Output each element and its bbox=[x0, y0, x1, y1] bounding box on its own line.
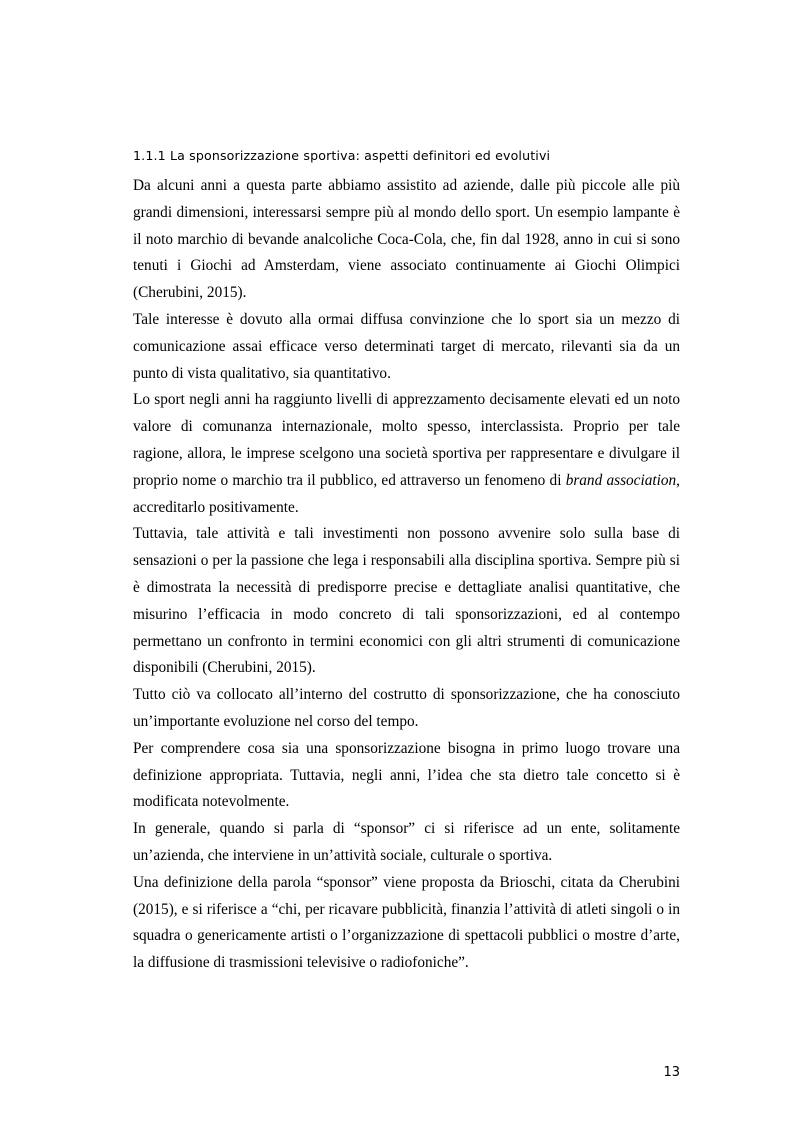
paragraph-text-segment: Lo sport negli anni ha raggiunto livelli di apprezzamento decisamente elevati ed un noto valore di comunanza internazionale, molto spesso, interclassista. Proprio per tale ragione, allora, le imprese scelgono una società sportiva per rappresentare e divulgare il proprio nome o marchio tra il pubblico, ed attraverso un fenomeno di bbox=[133, 391, 680, 489]
paragraph-definition-need: Per comprendere cosa sia una sponsorizzazione bisogna in primo luogo trovare una definizione appropriata. Tuttavia, negli anni, l’idea che sta dietro tale concetto si è modificata notevolmente. bbox=[133, 739, 680, 811]
paragraph-interest: Tale interesse è dovuto alla ormai diffusa convinzione che lo sport sia un mezzo di comunicazione assai efficace verso determinati target di mercato, rilevanti sia da un punto di vista qualitativo, sia quantitativo. bbox=[133, 310, 680, 382]
paragraph-text-segment: , accreditarlo positivamente. bbox=[133, 471, 680, 516]
paragraph-intro: Da alcuni anni a questa parte abbiamo assistito ad aziende, dalle più piccole alle più grandi dimensioni, interessarsi sempre più al mondo dello sport. Un esempio lampante è il noto marchio di bevande analcoliche Coca-Cola, che, fin dal 1928, anno in cui si sono tenuti i Giochi ad Amsterdam, viene associato continuamente ai Giochi Olimpici (Cherubini, 2015). bbox=[133, 177, 680, 302]
paragraph-analysis: Tuttavia, tale attività e tali investimenti non possono avvenire solo sulla base di sensazioni o per la passione che lega i responsabili alla disciplina sportiva. Sempre più si è dimostrata la necessità di predisporre precise e dettagliate analisi quantitative, che misurino l’efficacia in modo concreto di tali sponsorizzazioni, ed al contempo permettano un confronto in termini economici con gli altri strumenti di comunicazione disponibili (Cherubini, 2015). bbox=[133, 525, 680, 677]
section-heading: 1.1.1 La sponsorizzazione sportiva: aspetti definitori ed evolutivi bbox=[133, 148, 551, 163]
body-text bbox=[133, 173, 680, 977]
paragraph-sponsor-general: In generale, quando si parla di “sponsor” ci si riferisce ad un ente, solitamente un’azienda, che interviene in un’attività sociale, culturale o sportiva. bbox=[133, 820, 680, 864]
emphasis-term: brand association bbox=[565, 471, 677, 489]
page-number: 13 bbox=[663, 1065, 680, 1080]
paragraph-appreciation bbox=[133, 387, 680, 521]
paragraph-construct: Tutto ciò va collocato all’interno del costrutto di sponsorizzazione, che ha conosciuto un’importante evoluzione nel corso del tempo. bbox=[133, 686, 680, 730]
paragraph-sponsor-definition: Una definizione della parola “sponsor” viene proposta da Brioschi, citata da Cherubini (2015), e si riferisce a “chi, per ricavare pubblicità, finanzia l’attività di atleti singoli o in squadra o genericamente artisti o l’organizzazione di spettacoli pubblici o mostre d’arte, la diffusione di trasmissioni televisive o radiofoniche”. bbox=[133, 873, 680, 972]
